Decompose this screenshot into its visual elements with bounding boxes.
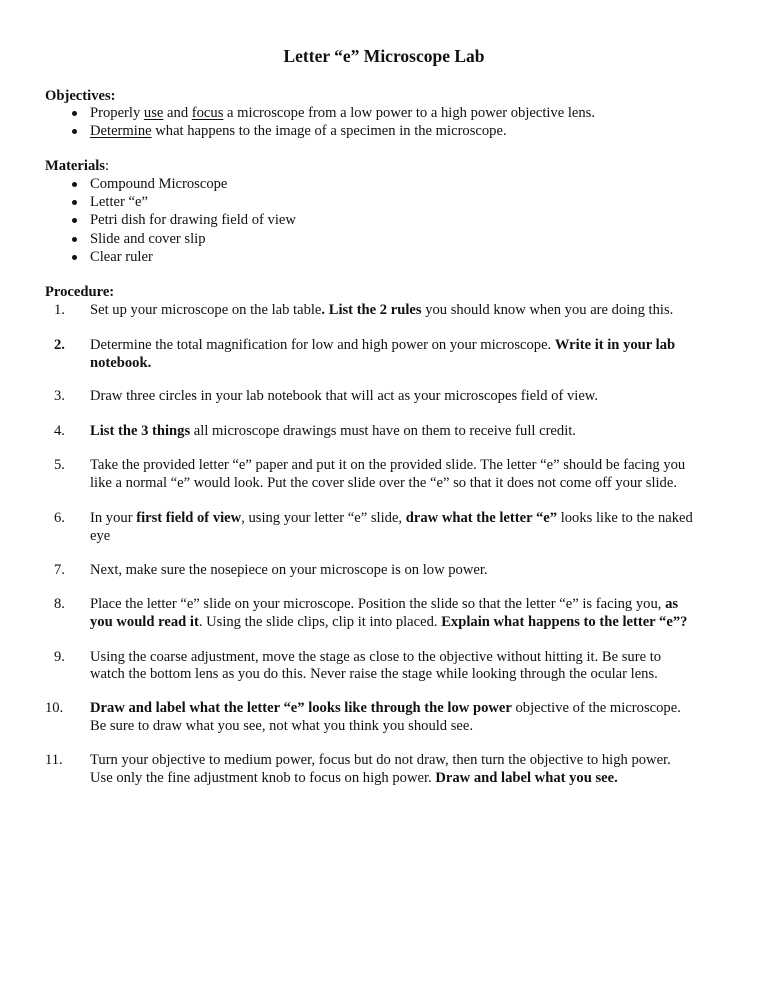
materials-heading-label: Materials bbox=[45, 158, 105, 174]
bullet-icon bbox=[72, 111, 77, 116]
step-text-line bbox=[90, 665, 658, 683]
text-segment: use bbox=[143, 105, 164, 121]
text-segment: like a normal “e” would look. Put the cover slide over the “e” so that it does not come off your slide. bbox=[90, 475, 677, 491]
step-text-line bbox=[90, 751, 671, 769]
objectives-heading-label: Objectives: bbox=[45, 88, 116, 104]
page-title: Letter “e” Microscope Lab bbox=[283, 46, 485, 66]
step-text-line bbox=[90, 354, 151, 372]
text-segment: Be sure to draw what you see, not what you think you should see. bbox=[90, 718, 474, 734]
materials-heading bbox=[45, 157, 109, 175]
text-segment: Explain what happens to the letter “e”? bbox=[441, 614, 688, 630]
step-number: 6. bbox=[54, 510, 65, 526]
text-segment: Using the coarse adjustment, move the stage as close to the objective without hitting it. Be sure to bbox=[90, 649, 662, 665]
step-text-line bbox=[90, 717, 473, 735]
procedure-heading bbox=[45, 283, 114, 301]
objective-text bbox=[90, 104, 595, 122]
text-segment: Turn your objective to medium power, focus but do not draw, then turn the objective to high power. bbox=[90, 752, 671, 768]
text-segment: Draw three circles in your lab notebook that will act as your microscopes field of view. bbox=[90, 388, 599, 404]
step-number: 1. bbox=[54, 302, 65, 318]
bullet-icon bbox=[72, 129, 77, 134]
text-segment: Determine the total magnification for low and high power on your microscope. bbox=[90, 337, 555, 353]
text-segment: you would read it bbox=[90, 614, 199, 630]
step-number: 3. bbox=[54, 388, 65, 404]
text-segment: Determine bbox=[90, 123, 152, 139]
text-segment: Properly bbox=[90, 105, 144, 121]
step-number: 10. bbox=[45, 700, 64, 716]
step-text-line bbox=[90, 336, 675, 354]
step-number: 5. bbox=[54, 457, 65, 473]
step-number: 8. bbox=[54, 596, 65, 612]
step-number: 9. bbox=[54, 649, 65, 665]
text-segment: and bbox=[163, 105, 192, 121]
bullet-icon bbox=[72, 255, 77, 260]
step-text-line bbox=[90, 509, 693, 527]
step-text-line bbox=[90, 648, 661, 666]
text-segment: Write it in your lab bbox=[554, 337, 676, 353]
bullet-icon bbox=[72, 237, 77, 242]
step-text-line bbox=[90, 422, 576, 440]
material-text: Compound Microscope bbox=[90, 176, 228, 192]
text-segment: first field of view bbox=[136, 510, 242, 526]
text-segment: notebook. bbox=[90, 355, 152, 371]
text-segment: looks like to the naked bbox=[557, 510, 693, 526]
step-text-line bbox=[90, 474, 677, 492]
material-text: Letter “e” bbox=[90, 194, 148, 210]
text-segment: Draw and label what the letter “e” looks like through the low power bbox=[90, 700, 512, 716]
bullet-icon bbox=[72, 218, 77, 223]
objective-text bbox=[90, 122, 507, 140]
objectives-heading bbox=[45, 87, 116, 105]
text-segment: all microscope drawings must have on them to receive full credit. bbox=[190, 423, 576, 439]
text-segment: Draw and label what you see. bbox=[435, 770, 618, 786]
text-segment: . Using the slide clips, clip it into placed. bbox=[198, 614, 442, 630]
step-text-line bbox=[90, 595, 678, 613]
text-segment: Set up your microscope on the lab table bbox=[90, 302, 322, 318]
step-text-line bbox=[90, 387, 598, 405]
step-text-line bbox=[90, 561, 488, 579]
text-segment: In your bbox=[90, 510, 137, 526]
step-number: 4. bbox=[54, 423, 65, 439]
text-segment: eye bbox=[90, 528, 111, 544]
step-text-line bbox=[90, 527, 110, 545]
text-segment: , using your letter “e” slide, bbox=[241, 510, 406, 526]
text-segment: focus bbox=[191, 105, 224, 121]
step-number: 7. bbox=[54, 562, 65, 578]
material-text: Petri dish for drawing field of view bbox=[90, 212, 296, 228]
step-number: 11. bbox=[45, 752, 63, 768]
material-text: Clear ruler bbox=[90, 249, 153, 265]
text-segment: . List the 2 rules bbox=[321, 302, 422, 318]
step-text-line bbox=[90, 613, 687, 631]
text-segment: Take the provided letter “e” paper and put it on the provided slide. The letter “e” should be facing you bbox=[90, 457, 686, 473]
step-text-line bbox=[90, 769, 618, 787]
text-segment: what happens to the image of a specimen in the microscope. bbox=[151, 123, 507, 139]
step-text-line bbox=[90, 699, 681, 717]
step-number: 2. bbox=[54, 337, 65, 353]
step-text-line bbox=[90, 301, 673, 319]
text-segment: objective of the microscope. bbox=[511, 700, 681, 716]
text-segment: you should know when you are doing this. bbox=[421, 302, 674, 318]
text-segment: Place the letter “e” slide on your microscope. Position the slide so that the letter “e” is facing you, bbox=[90, 596, 666, 612]
text-segment: Use only the fine adjustment knob to focus on high power. bbox=[90, 770, 436, 786]
text-segment: draw what the letter “e” bbox=[405, 510, 558, 526]
text-segment: Next, make sure the nosepiece on your microscope is on low power. bbox=[90, 562, 488, 578]
materials-heading-colon: : bbox=[104, 158, 110, 174]
bullet-icon bbox=[72, 200, 77, 205]
text-segment: as bbox=[665, 596, 679, 612]
procedure-heading-label: Procedure: bbox=[45, 284, 115, 300]
text-segment: watch the bottom lens as you do this. Never raise the stage while looking through the ocular lens. bbox=[90, 666, 658, 682]
step-text-line bbox=[90, 456, 685, 474]
material-text: Slide and cover slip bbox=[90, 231, 206, 247]
text-segment: List the 3 things bbox=[90, 423, 191, 439]
bullet-icon bbox=[72, 182, 77, 187]
text-segment: a microscope from a low power to a high power objective lens. bbox=[223, 105, 596, 121]
